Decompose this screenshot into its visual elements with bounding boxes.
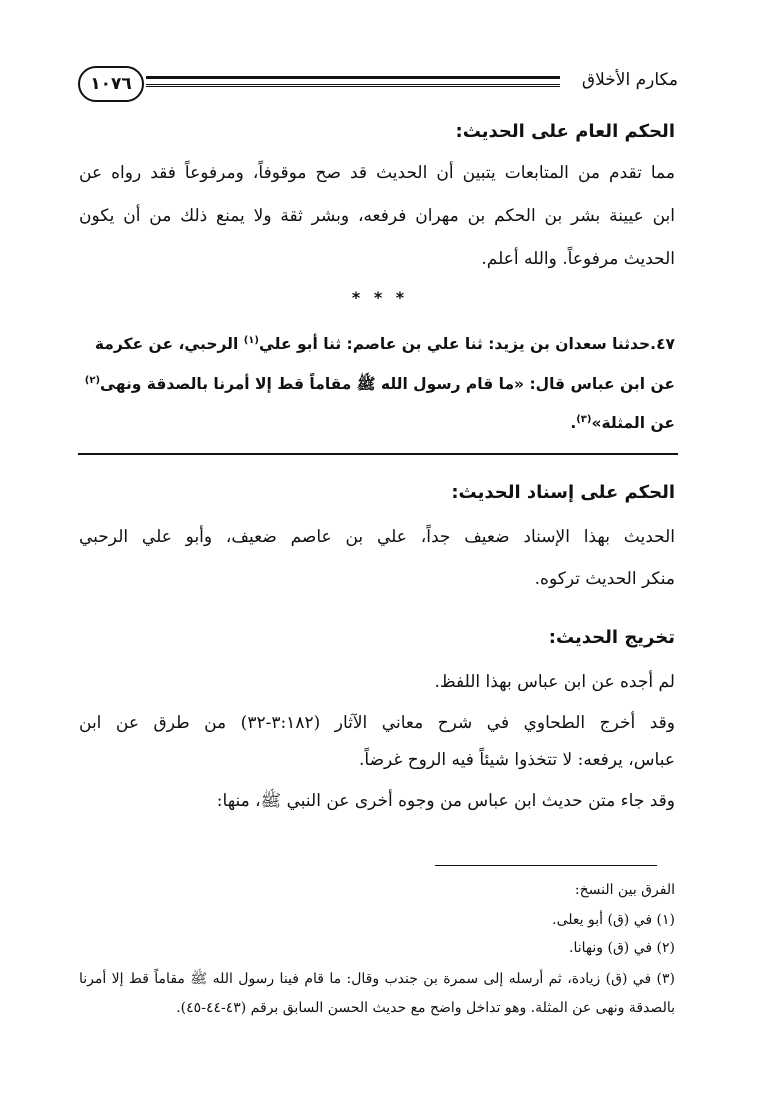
paragraph-line: الحديث مرفوعاً. والله أعلم. [481,249,675,269]
book-title: مكارم الأخلاق [581,70,678,90]
section-heading-general-ruling: الحكم العام على الحديث: [455,121,675,142]
hadith-line [79,374,675,397]
paragraph-line: لم أجده عن ابن عباس بهذا اللفظ. [434,672,675,692]
footnote-item: (٢) في (ق) ونهانا. [569,940,675,956]
footnote-item: بالصدقة ونهى عن المثلة. وهو تداخل واضح مع حديث الحسن السابق برقم (٤٣-٤٤-٤٥). [176,1000,675,1016]
paragraph-line: عباس، يرفعه: لا تتخذوا شيئاً فيه الروح غرضاً. [359,750,675,770]
hadith-line [79,335,675,353]
hadith-text: ٤٧.حدثنا سعدان بن يزيد: ثنا علي بن عاصم: ثنا أبو علي [258,335,675,354]
paragraph-line: الحديث بهذا الإسناد ضعيف جداً، علي بن عاصم ضعيف، وأبو علي الرحبي [79,527,675,547]
hadith-text: عن ابن عباس قال: «ما قام رسول الله ﷺ مقاماً قط إلا أمرنا بالصدقة ونهى [100,375,675,393]
footnotes-title: الفرق بين النسخ: [574,882,675,898]
section-heading-isnad-ruling: الحكم على إسناد الحديث: [451,482,675,503]
paragraph-line: منكر الحديث تركوه. [534,569,675,589]
paragraph-line: مما تقدم من المتابعات يتبين أن الحديث قد صح موقوفاً، ومرفوعاً فقد رواه عن [79,163,675,183]
footnote-rule [435,865,657,866]
footnote-item: (١) في (ق) أبو يعلى. [552,912,675,928]
section-divider [78,453,678,455]
footnote-ref: (٢) [84,374,101,386]
header-rule [146,76,560,85]
hadith-line [79,414,675,432]
hadith-text: عن المثلة» [591,414,675,433]
footnote-ref: (١) [243,335,259,346]
paragraph-line: وقد أخرج الطحاوي في شرح معاني الآثار (٣:١٨٢-٣٢) من طرق عن ابن [79,713,675,733]
page-header [78,64,678,104]
page-number: ١٠٧٦ [78,66,144,102]
footnote-ref: (٣) [576,414,592,425]
hadith-text: الرحبي، عن عكرمة [94,335,244,354]
section-separator: * * * [351,288,409,307]
footnote-item: (٣) في (ق) زيادة، ثم أرسله إلى سمرة بن جندب وقال: ما قام فينا رسول الله ﷺ مقاماً قط إلا أمرنا [79,971,675,987]
section-heading-takhrij: تخريج الحديث: [548,627,675,648]
paragraph-line: وقد جاء متن حديث ابن عباس من وجوه أخرى عن النبي ﷺ، منها: [216,791,675,811]
header-rule-thin [146,86,560,87]
hadith-text: . [570,414,577,433]
paragraph-line: ابن عيينة بشر بن الحكم بن مهران فرفعه، وبشر ثقة ولا يمنع ذلك من أن يكون [79,206,675,226]
